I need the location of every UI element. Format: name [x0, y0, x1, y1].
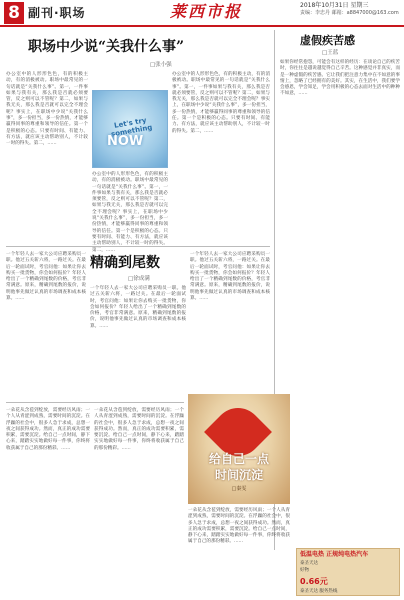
article-divider — [6, 246, 270, 247]
article-2-body: 如果你经常抱怨，可能会有这样的经历：在谈论自己的疾苦时，你往往是越说越觉得自己辛苦。这种感觉并非真实，而是一种虚假的疾苦感。它让我们把注意力集中在不如意的事情上，忽略了已经拥有的美好。其实，在生活中，我们要学会感恩，学会知足，学会用积极的心态去面对生活中的种种不如意，…… — [280, 60, 400, 97]
article-2-title: 虚假疾苦感 — [300, 34, 355, 47]
ad-brand: 泰圣天达 — [300, 561, 318, 566]
masthead-logo: 莱西市报 — [170, 2, 243, 21]
illustration-title-line2: 时间沉淀 — [214, 468, 263, 482]
article-divider-2 — [6, 402, 184, 403]
ad-slogan: 低温电热 正规纯电热汽车 — [300, 551, 369, 558]
article-3-body-col2: 一个年轻人去一家大公司应聘采购员一职。他过五关斩六将，一路过关。在最后一轮面试时，考官问他：如果让你去购买一批货物，你会如何报价？年轻人给出了一个精确到尾数的价格，考官非常满意。原来，精确到尾数的报价，说明他事先做过认真的市场调查和成本核算。…… — [90, 286, 186, 329]
ad-promo: 好物 — [300, 568, 309, 573]
article-1-title: 职场中少说“关我什么事” — [28, 39, 185, 55]
article-1-illustration — [92, 90, 168, 168]
article-4-illustration — [188, 394, 290, 504]
article-1-body-col1: 办公室中的人形形色色，有的积极主动，有的消极被动。职场中最常见的一句话就是“关我什么事”。第一，一件事如果与我有关，那么我是否就必须要管，反之则可以不管呢？第二，如果与我无关，那么我是否就可以完全不理会呢？事实上，在职场中少说“关我什么事”，多一份担当，多一份热情，才能够赢得同事的尊重和领导的信任。第一个是积极的心态。只要有时间、有能力、有方法，就应该主动帮助别人，不计较一时的得失。第二，…… — [6, 72, 88, 147]
editor-info: 责编：李忠丹 邮箱：a8847000@163.com — [300, 10, 399, 16]
article-3-byline: □徐成满 — [128, 276, 150, 282]
article-3-title: 精确到尾数 — [90, 255, 160, 271]
article-3-body-col3: 一个年轻人去一家大公司应聘采购员一职。他过五关斩六将，一路过关。在最后一轮面试时，考官问他：如果让你去购买一批货物，你会如何报价？年轻人给出了一个精确到尾数的价格，考官非常满意。原来，精确到尾数的报价，说明他事先做过认真的市场调查和成本核算。…… — [190, 252, 270, 302]
ad-contact: 泰圣天达 服务热线 — [300, 589, 338, 594]
illustration-now: NOW — [107, 134, 144, 149]
article-1-body-col2: 办公室中的人形形色色，有的积极主动，有的消极被动。职场中最常见的一句话就是“关我什么事”。第一，一件事如果与我有关，那么我是否就必须要管，反之则可以不管呢？第二，如果与我无关，那么我是否就可以完全不理会呢？事实上，在职场中少说“关我什么事”，多一份担当，多一份热情，才能够赢得同事的尊重和领导的信任。第一个是积极的心态。只要有时间、有能力、有方法，就应该主动帮助别人，不计较一时的得失。第二，…… — [92, 172, 168, 253]
ad-price: 0.66元 — [300, 577, 328, 586]
page-number: 8 — [4, 2, 24, 24]
header-divider — [0, 25, 404, 27]
article-4-body-col1: 一朵花从含苞到绽放，需要经历风雨；一个人从青涩到成熟，需要时间的沉淀。在浮躁的社会中，很多人急于求成，总想一夜之间获得成功。然而，真正的成功需要积累，需要沉淀。给自己一点时间，静下心来，踏踏实实地做好每一件事，你终将收获属于自己的那份精彩。…… — [6, 408, 90, 451]
illustration-text: Let's try something — [110, 116, 153, 139]
illustration-byline: □秦雯 — [231, 486, 247, 492]
section-title: 副刊·职场 — [28, 6, 86, 20]
article-1-byline: □张小强 — [150, 62, 172, 68]
illustration-title-line1: 给自己一点 — [208, 452, 269, 466]
advertisement[interactable] — [296, 548, 400, 596]
article-4-body-col3: 一朵花从含苞到绽放，需要经历风雨；一个人从青涩到成熟，需要时间的沉淀。在浮躁的社会中，很多人急于求成，总想一夜之间获得成功。然而，真正的成功需要积累，需要沉淀。给自己一点时间，静下心来，踏踏实实地做好每一件事，你终将收获属于自己的那份精彩。…… — [188, 508, 290, 545]
article-2-byline: □王蓝 — [322, 50, 339, 56]
issue-date: 2018年10月31日 星期三 — [300, 2, 369, 9]
article-1-body-col3: 办公室中的人形形色色，有的积极主动，有的消极被动。职场中最常见的一句话就是“关我什么事”。第一，一件事如果与我有关，那么我是否就必须要管，反之则可以不管呢？第二，如果与我无关，那么我是否就可以完全不理会呢？事实上，在职场中少说“关我什么事”，多一份担当，多一份热情，才能够赢得同事的尊重和领导的信任。第一个是积极的心态。只要有时间、有能力、有方法，就应该主动帮助别人，不计较一时的得失。第二，…… — [172, 72, 270, 134]
page-header — [0, 0, 404, 26]
article-3-body-col1: 一个年轻人去一家大公司应聘采购员一职。他过五关斩六将，一路过关。在最后一轮面试时，考官问他：如果让你去购买一批货物，你会如何报价？年轻人给出了一个精确到尾数的价格，考官非常满意。原来，精确到尾数的报价，说明他事先做过认真的市场调查和成本核算。…… — [6, 252, 86, 302]
article-4-body-col2: 一朵花从含苞到绽放，需要经历风雨；一个人从青涩到成熟，需要时间的沉淀。在浮躁的社会中，很多人急于求成，总想一夜之间获得成功。然而，真正的成功需要积累，需要沉淀。给自己一点时间，静下心来，踏踏实实地做好每一件事，你终将收获属于自己的那份精彩。…… — [94, 408, 184, 451]
